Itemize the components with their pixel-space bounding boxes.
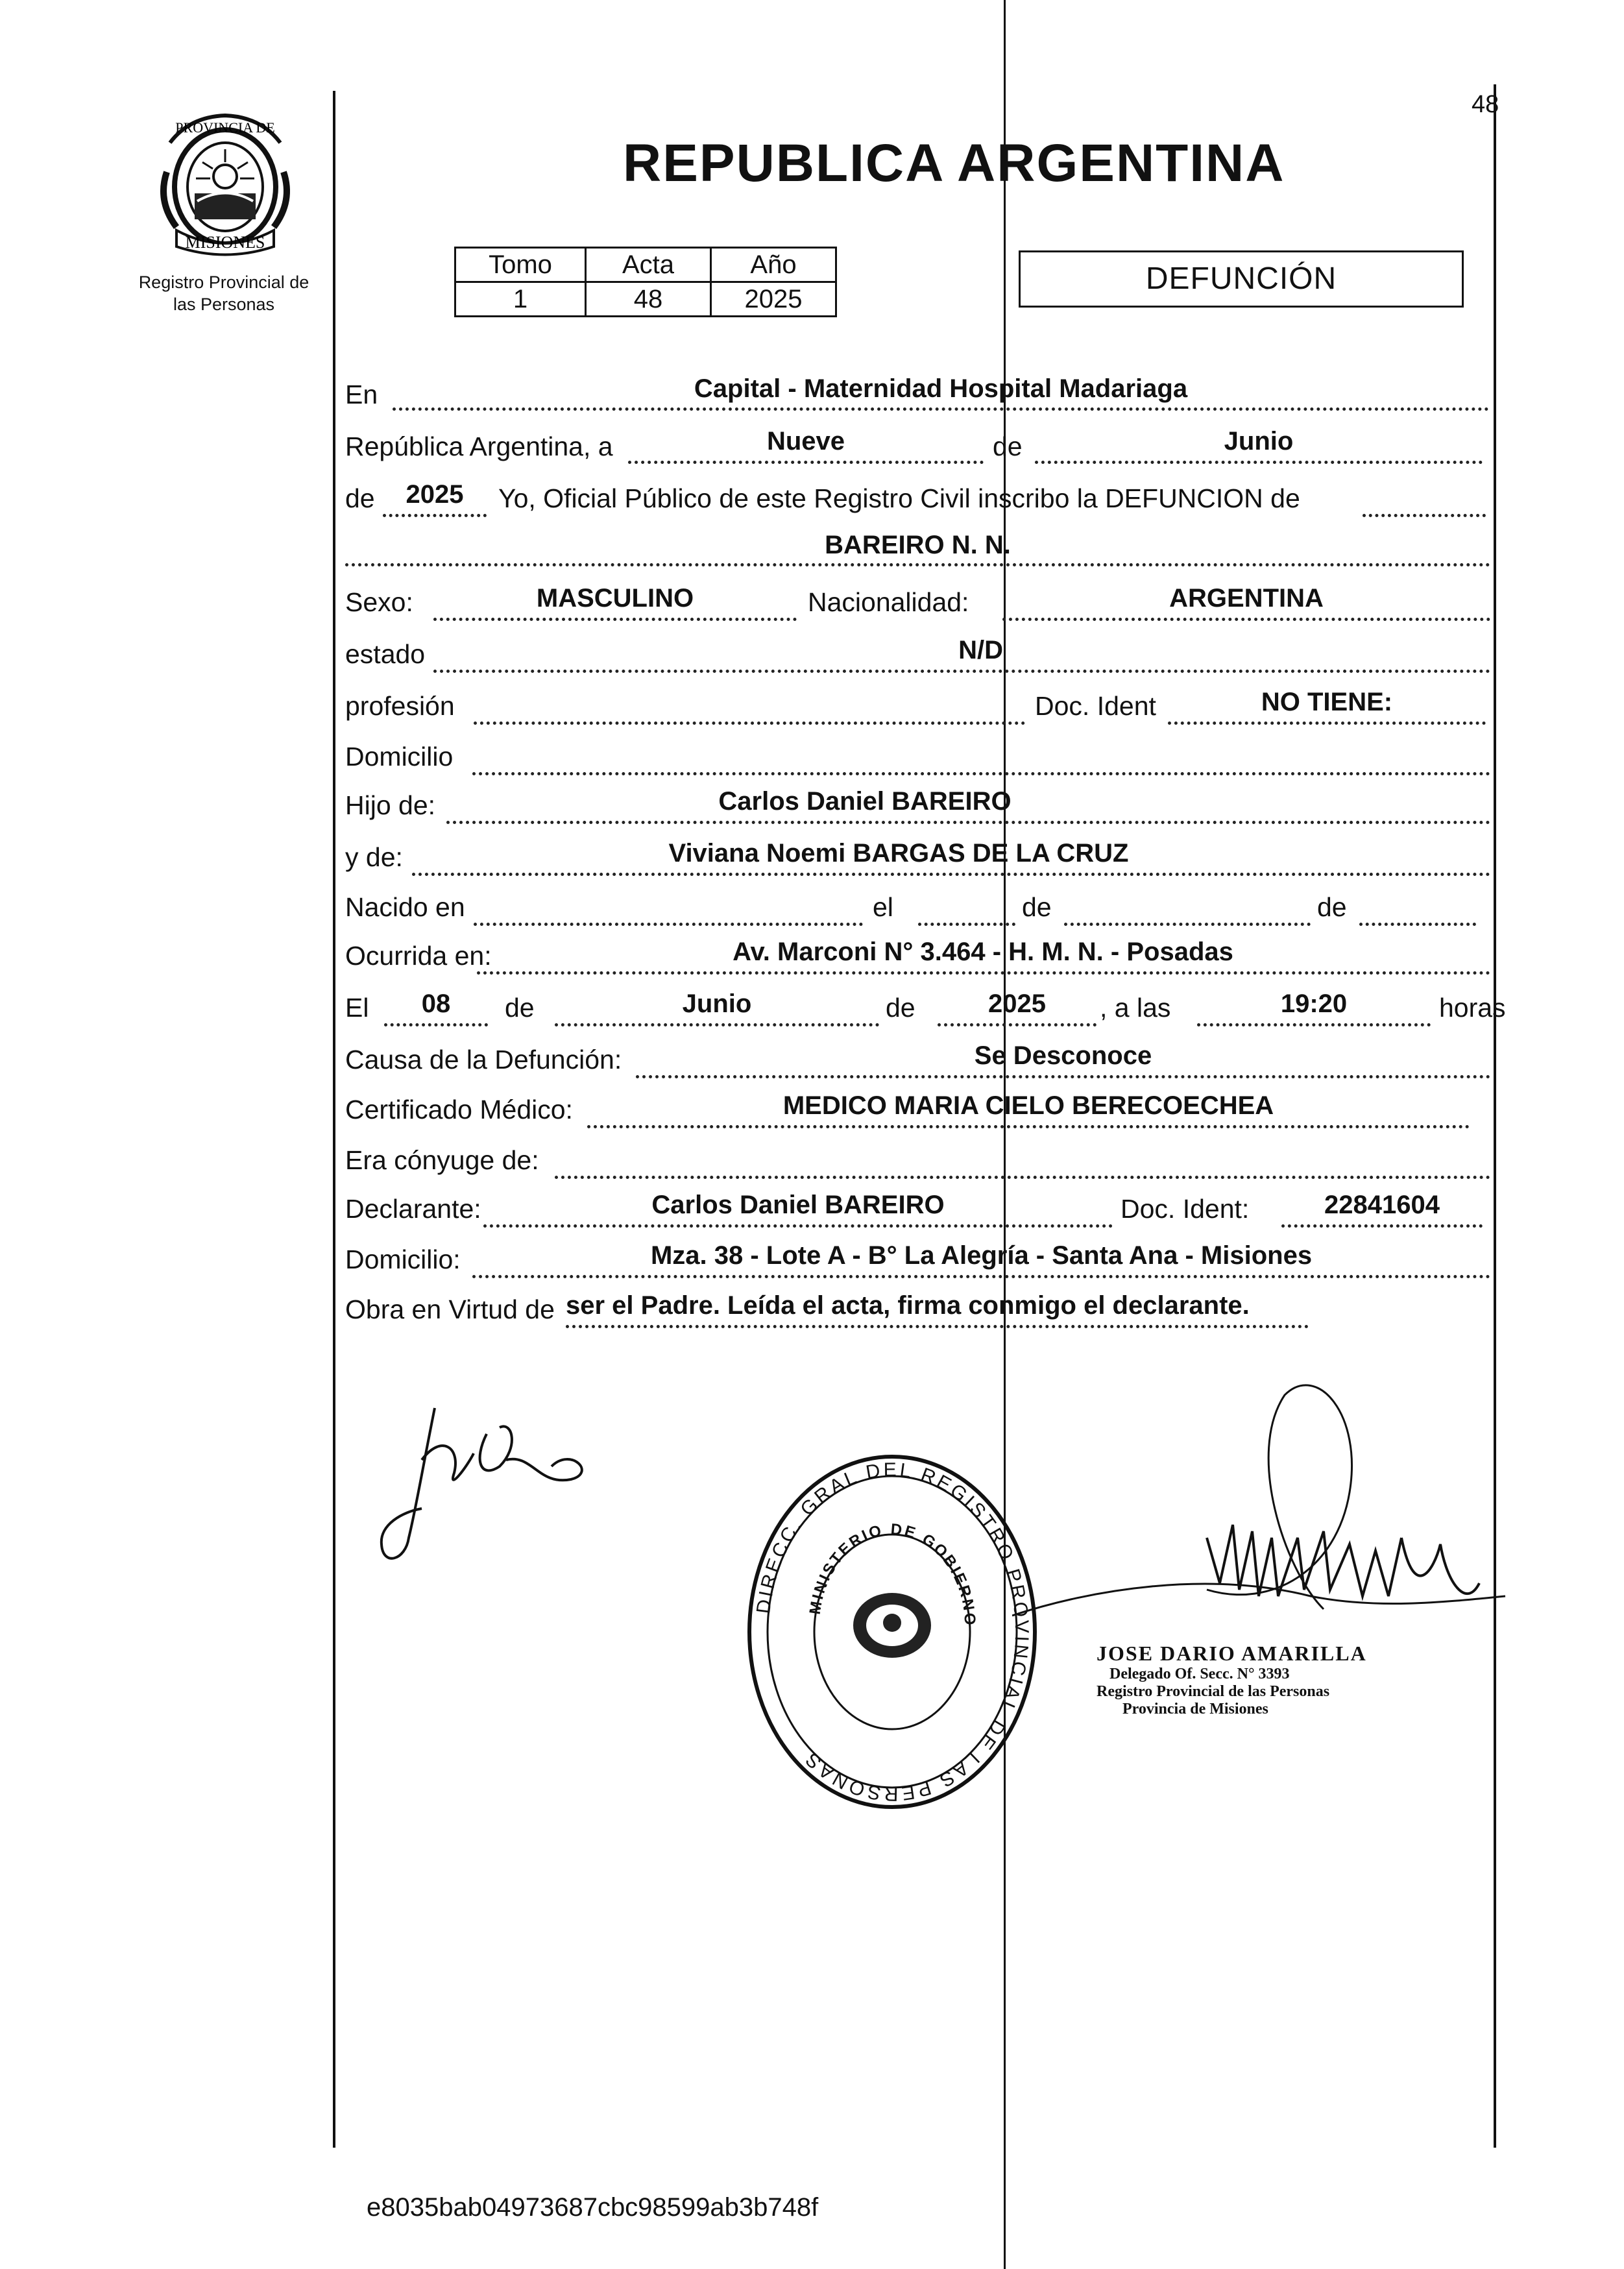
doc-ident-label-2: Doc. Ident: xyxy=(1121,1194,1250,1224)
conyuge-field-line xyxy=(555,1150,1490,1179)
ocurrida-value: Av. Marconi N° 3.464 - H. M. N. - Posadas xyxy=(733,938,1233,966)
registry-label xyxy=(117,271,331,315)
record-table xyxy=(454,247,837,317)
domicilio-label-2: Domicilio: xyxy=(345,1244,461,1274)
officer-stamp xyxy=(1097,1642,1367,1718)
domicilio-field-line xyxy=(472,746,1490,775)
doc-ident-value: NO TIENE: xyxy=(1261,688,1393,716)
horas-label: horas xyxy=(1439,993,1506,1023)
death-day-value: 08 xyxy=(421,989,451,1018)
record-value-tomo: 1 xyxy=(455,282,586,317)
record-table-header-row xyxy=(455,248,836,282)
registry-label-line1: Registro Provincial de xyxy=(138,273,309,292)
certificado-label: Certificado Médico: xyxy=(345,1095,573,1124)
center-fold-line xyxy=(1004,0,1006,2269)
death-month-value: Junio xyxy=(682,989,752,1018)
birth-month-field-line xyxy=(1064,897,1311,926)
left-margin-line xyxy=(333,91,335,2148)
ocurrida-label: Ocurrida en: xyxy=(345,941,492,971)
nacido-label: Nacido en xyxy=(345,892,465,922)
yde-label: y de: xyxy=(345,842,403,872)
birth-year-field-line xyxy=(1359,897,1476,926)
officer-signature xyxy=(1012,1376,1518,1687)
estado-value: N/D xyxy=(958,636,1003,664)
year-value: 2025 xyxy=(406,480,464,509)
record-table-value-row xyxy=(455,282,836,317)
de-label-4: de xyxy=(1317,892,1347,922)
declarante-label: Declarante: xyxy=(345,1194,481,1224)
doc-ident-label: Doc. Ident xyxy=(1035,691,1156,721)
conyuge-label: Era cónyuge de: xyxy=(345,1145,539,1175)
record-value-ano: 2025 xyxy=(711,282,836,317)
el-label-2: El xyxy=(345,993,369,1023)
deceased-name-value: BAREIRO N. N. xyxy=(825,531,1011,559)
seal-outer-text: DIRECC. GRAL DEL REGISTRO PROVINCIAL DE LAS PERSONAS xyxy=(753,1459,1033,1805)
declarant-signature xyxy=(376,1395,623,1577)
death-year-value: 2025 xyxy=(988,989,1046,1018)
record-value-acta: 48 xyxy=(586,282,711,317)
obra-label: Obra en Virtud de xyxy=(345,1294,555,1324)
registry-label-line2: las Personas xyxy=(173,295,275,314)
province-crest-icon xyxy=(151,104,300,260)
crest-bottom-text: MISIONES xyxy=(185,233,265,252)
yo-label: Yo, Oficial Público de este Registro Civil inscribo la DEFUNCION de xyxy=(498,483,1300,513)
month-value: Junio xyxy=(1224,427,1294,455)
nacionalidad-label: Nacionalidad: xyxy=(808,587,969,617)
document-type-box: DEFUNCIÓN xyxy=(1019,250,1464,308)
estado-label: estado xyxy=(345,639,426,669)
officer-office: Registro Provincial de las Personas xyxy=(1097,1683,1330,1700)
causa-value: Se Desconoce xyxy=(974,1041,1152,1070)
sexo-label: Sexo: xyxy=(345,587,413,617)
a-las-label: , a las xyxy=(1100,993,1171,1023)
en-label: En xyxy=(345,380,378,409)
page-number: 48 xyxy=(1472,91,1499,118)
record-header-tomo: Tomo xyxy=(455,248,586,282)
seal-inner-text: MINISTERIO DE GOBIERNO xyxy=(806,1520,979,1628)
father-value: Carlos Daniel BAREIRO xyxy=(718,787,1012,816)
officer-province: Provincia de Misiones xyxy=(1122,1701,1268,1717)
crest-top-text: PROVINCIA DE xyxy=(175,119,275,136)
sexo-value: MASCULINO xyxy=(536,584,694,613)
nacionalidad-value: ARGENTINA xyxy=(1169,584,1324,613)
record-header-acta: Acta xyxy=(586,248,711,282)
document-hash: e8035bab04973687cbc98599ab3b748f xyxy=(367,2193,819,2222)
de-label: de xyxy=(993,431,1023,461)
declarante-doc-value: 22841604 xyxy=(1324,1191,1440,1219)
el-label: el xyxy=(873,892,893,922)
certificado-value: MEDICO MARIA CIELO BERECOECHEA xyxy=(782,1091,1274,1120)
mother-value: Viviana Noemi BARGAS DE LA CRUZ xyxy=(668,839,1129,868)
profesion-field-line xyxy=(474,696,1025,725)
document-title: REPUBLICA ARGENTINA xyxy=(623,134,1285,193)
de-label-6: de xyxy=(886,993,915,1023)
de-label-5: de xyxy=(505,993,535,1023)
right-margin-line xyxy=(1494,84,1496,2148)
profesion-label: profesión xyxy=(345,691,455,721)
deceased-tail-line xyxy=(1363,488,1486,517)
republica-label: República Argentina, a xyxy=(345,431,613,461)
day-words-value: Nueve xyxy=(766,427,845,455)
de-label-3: de xyxy=(1022,892,1052,922)
birth-day-field-line xyxy=(918,897,1015,926)
official-seal xyxy=(743,1450,1041,1814)
hijo-label: Hijo de: xyxy=(345,790,436,820)
record-header-ano: Año xyxy=(711,248,836,282)
declarante-value: Carlos Daniel BAREIRO xyxy=(651,1191,945,1219)
nacido-field-line xyxy=(474,897,863,926)
officer-role: Delegado Of. Secc. N° 3393 xyxy=(1109,1666,1290,1682)
obra-value: ser el Padre. Leída el acta, firma conmigo el declarante. xyxy=(566,1291,1250,1320)
place-value: Capital - Maternidad Hospital Madariaga xyxy=(694,374,1188,403)
de-label-2: de xyxy=(345,483,375,513)
declarante-domicilio-value: Mza. 38 - Lote A - B° La Alegría - Santa Ana - Misiones xyxy=(650,1241,1313,1270)
domicilio-label: Domicilio xyxy=(345,742,454,771)
officer-name: JOSE DARIO AMARILLA xyxy=(1097,1642,1367,1665)
causa-label: Causa de la Defunción: xyxy=(345,1045,622,1074)
death-time-value: 19:20 xyxy=(1280,989,1348,1018)
